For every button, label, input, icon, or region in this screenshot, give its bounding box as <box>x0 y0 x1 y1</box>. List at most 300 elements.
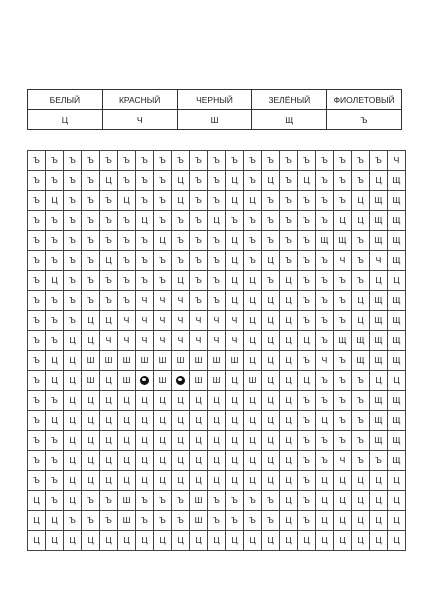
grid-cell: Ц <box>244 451 262 471</box>
grid-cell: Ц <box>352 491 370 511</box>
grid-cell: Щ <box>388 291 406 311</box>
grid-cell: Ц <box>226 191 244 211</box>
grid-cell: Щ <box>388 171 406 191</box>
grid-cell: Ц <box>208 431 226 451</box>
grid-cell: Ъ <box>352 371 370 391</box>
grid-cell: Ъ <box>136 151 154 171</box>
grid-cell: Ц <box>262 451 280 471</box>
grid-cell: Ч <box>154 291 172 311</box>
grid-cell: Ъ <box>28 231 46 251</box>
grid-cell: Ш <box>82 371 100 391</box>
grid-cell: Ъ <box>136 231 154 251</box>
grid-cell: Ъ <box>334 431 352 451</box>
grid-cell: Ъ <box>100 511 118 531</box>
grid-cell: Ъ <box>262 491 280 511</box>
grid-cell: Щ <box>370 411 388 431</box>
grid-cell: Ъ <box>298 191 316 211</box>
grid-cell: Ц <box>136 431 154 451</box>
grid-cell: Ч <box>190 331 208 351</box>
grid-cell: Ъ <box>136 171 154 191</box>
grid-cell: Ц <box>298 171 316 191</box>
grid-cell: Ъ <box>28 211 46 231</box>
grid-cell: Ъ <box>262 511 280 531</box>
grid-cell: Ъ <box>190 211 208 231</box>
grid-cell: Ц <box>370 471 388 491</box>
grid-cell: Ъ <box>100 491 118 511</box>
grid-cell: Ъ <box>154 171 172 191</box>
grid-cell: Ъ <box>82 511 100 531</box>
grid-cell: Ъ <box>82 211 100 231</box>
grid-cell: Ъ <box>172 251 190 271</box>
grid-cell: Ц <box>118 391 136 411</box>
grid-cell: Ц <box>82 451 100 471</box>
grid-cell: Ц <box>244 471 262 491</box>
grid-cell: Ц <box>82 471 100 491</box>
grid-cell: Ъ <box>298 391 316 411</box>
grid-cell: Ъ <box>46 291 64 311</box>
grid-cell: Ч <box>208 331 226 351</box>
grid-cell: Ш <box>226 351 244 371</box>
grid-row <box>28 491 406 511</box>
grid-cell: Ъ <box>154 251 172 271</box>
grid-cell: Ъ <box>46 471 64 491</box>
grid-cell: Щ <box>388 411 406 431</box>
grid-cell: Ъ <box>316 151 334 171</box>
grid-cell: Ъ <box>118 211 136 231</box>
grid-cell: Ц <box>82 411 100 431</box>
grid-row <box>28 291 406 311</box>
grid-cell: Ъ <box>244 511 262 531</box>
grid-cell: Ц <box>244 271 262 291</box>
grid-cell: Ч <box>226 311 244 331</box>
grid-cell: Ъ <box>28 271 46 291</box>
grid-cell: Ц <box>280 291 298 311</box>
grid-cell: Ц <box>262 471 280 491</box>
grid-cell: Ц <box>208 471 226 491</box>
grid-cell: Ц <box>280 451 298 471</box>
grid-cell: Ц <box>208 531 226 551</box>
grid-cell: Ъ <box>190 231 208 251</box>
grid-cell: Ц <box>280 271 298 291</box>
grid-cell: Ц <box>154 531 172 551</box>
grid-cell: Щ <box>370 211 388 231</box>
grid-cell: Ц <box>352 291 370 311</box>
grid-cell: Ъ <box>28 251 46 271</box>
grid-cell: Ъ <box>352 251 370 271</box>
grid-cell: Ъ <box>136 491 154 511</box>
grid-cell: Ц <box>154 471 172 491</box>
grid-cell: Ц <box>262 311 280 331</box>
grid-cell: Ъ <box>46 211 64 231</box>
grid-cell: Ш <box>118 491 136 511</box>
grid-cell: Ъ <box>244 151 262 171</box>
grid-cell: Ц <box>262 351 280 371</box>
grid-cell: Ц <box>64 471 82 491</box>
grid-cell: Ъ <box>352 271 370 291</box>
grid-cell: Ч <box>370 251 388 271</box>
grid-cell: Ц <box>82 331 100 351</box>
grid-cell: Ъ <box>28 411 46 431</box>
grid-cell: Ц <box>100 311 118 331</box>
grid-cell: Ъ <box>82 491 100 511</box>
grid-cell: Ц <box>280 391 298 411</box>
grid-cell: Ц <box>262 431 280 451</box>
grid-cell: Ъ <box>208 291 226 311</box>
eye-bead-cell <box>172 371 190 391</box>
grid-cell: Ъ <box>280 191 298 211</box>
grid-cell: Ъ <box>64 511 82 531</box>
grid-cell: Ц <box>118 531 136 551</box>
grid-cell: Ъ <box>316 391 334 411</box>
grid-row <box>28 211 406 231</box>
grid-cell: Щ <box>388 391 406 411</box>
grid-cell: Ч <box>334 451 352 471</box>
grid-cell: Ъ <box>298 471 316 491</box>
grid-cell: Ъ <box>262 151 280 171</box>
grid-cell: Ц <box>190 471 208 491</box>
grid-cell: Ъ <box>298 451 316 471</box>
grid-cell: Ч <box>100 331 118 351</box>
grid-cell: Ц <box>226 271 244 291</box>
grid-row <box>28 451 406 471</box>
grid-cell: Ц <box>262 331 280 351</box>
grid-cell: Ъ <box>64 271 82 291</box>
grid-cell: Ц <box>154 391 172 411</box>
grid-cell: Ъ <box>46 171 64 191</box>
grid-cell: Ш <box>82 351 100 371</box>
grid-cell: Щ <box>370 311 388 331</box>
color-name-red: КРАСНЫЙ <box>102 90 177 110</box>
grid-cell: Ъ <box>28 471 46 491</box>
eye-bead-cell <box>136 371 154 391</box>
grid-cell: Ч <box>172 311 190 331</box>
grid-cell: Ц <box>352 511 370 531</box>
grid-cell: Щ <box>388 451 406 471</box>
grid-cell: Ъ <box>100 271 118 291</box>
grid-cell: Ъ <box>118 171 136 191</box>
grid-cell: Ъ <box>208 491 226 511</box>
grid-cell: Ц <box>388 471 406 491</box>
grid-cell: Ц <box>334 211 352 231</box>
grid-cell: Ъ <box>316 311 334 331</box>
grid-cell: Ц <box>226 471 244 491</box>
grid-cell: Ц <box>46 371 64 391</box>
grid-cell: Ц <box>100 531 118 551</box>
grid-cell: Ц <box>352 311 370 331</box>
grid-cell: Щ <box>388 191 406 211</box>
grid-cell: Ц <box>226 411 244 431</box>
grid-cell: Ч <box>316 351 334 371</box>
grid-cell: Ц <box>388 371 406 391</box>
grid-cell: Ъ <box>370 151 388 171</box>
color-letter-purple: Ъ <box>327 110 402 130</box>
grid-cell: Ц <box>190 431 208 451</box>
grid-cell: Ц <box>208 391 226 411</box>
grid-cell: Ц <box>226 251 244 271</box>
grid-cell: Ъ <box>226 491 244 511</box>
grid-cell: Ш <box>190 511 208 531</box>
grid-cell: Ц <box>172 391 190 411</box>
grid-cell: Ъ <box>280 211 298 231</box>
grid-cell: Ц <box>316 511 334 531</box>
grid-cell: Ц <box>100 391 118 411</box>
grid-cell: Ц <box>172 171 190 191</box>
grid-cell: Ц <box>370 371 388 391</box>
grid-cell: Ъ <box>190 291 208 311</box>
grid-cell: Щ <box>370 351 388 371</box>
grid-row <box>28 411 406 431</box>
grid-cell: Ъ <box>46 151 64 171</box>
grid-cell: Ъ <box>64 251 82 271</box>
grid-cell: Ц <box>100 171 118 191</box>
grid-cell: Ц <box>82 431 100 451</box>
grid-cell: Ц <box>244 291 262 311</box>
grid-cell: Ц <box>100 411 118 431</box>
grid-cell: Ъ <box>28 291 46 311</box>
grid-cell: Ц <box>226 171 244 191</box>
grid-cell: Ъ <box>316 171 334 191</box>
grid-cell: Ц <box>352 191 370 211</box>
grid-cell: Ц <box>262 391 280 411</box>
grid-cell: Ц <box>280 431 298 451</box>
grid-cell: Ц <box>46 271 64 291</box>
grid-cell: Ъ <box>118 231 136 251</box>
grid-cell: Ъ <box>298 231 316 251</box>
color-name-green: ЗЕЛЁНЫЙ <box>252 90 327 110</box>
grid-cell: Ъ <box>154 191 172 211</box>
grid-cell: Ц <box>226 431 244 451</box>
grid-cell: Ъ <box>298 251 316 271</box>
grid-cell: Ц <box>190 531 208 551</box>
grid-cell: Ц <box>208 451 226 471</box>
grid-cell: Ъ <box>64 231 82 251</box>
grid-cell: Щ <box>334 231 352 251</box>
grid-cell: Ц <box>154 231 172 251</box>
grid-cell: Ц <box>244 391 262 411</box>
grid-row <box>28 331 406 351</box>
grid-cell: Ч <box>334 251 352 271</box>
grid-cell: Ц <box>262 371 280 391</box>
grid-cell: Щ <box>388 211 406 231</box>
color-letter-red: Ч <box>102 110 177 130</box>
color-letter-white: Ц <box>28 110 103 130</box>
grid-cell: Ш <box>154 351 172 371</box>
grid-cell: Ц <box>316 411 334 431</box>
grid-cell: Ш <box>190 371 208 391</box>
grid-cell: Ц <box>64 491 82 511</box>
color-letter-green: Щ <box>252 110 327 130</box>
grid-cell: Ц <box>82 311 100 331</box>
grid-cell: Ц <box>118 471 136 491</box>
grid-cell: Ц <box>370 491 388 511</box>
grid-cell: Ъ <box>28 171 46 191</box>
grid-cell: Ц <box>208 411 226 431</box>
grid-cell: Ц <box>280 471 298 491</box>
grid-row <box>28 311 406 331</box>
grid-cell: Ъ <box>46 251 64 271</box>
grid-cell: Ц <box>316 471 334 491</box>
grid-cell: Ъ <box>298 351 316 371</box>
grid-cell: Щ <box>316 231 334 251</box>
grid-cell: Ч <box>136 291 154 311</box>
grid-cell: Ъ <box>100 151 118 171</box>
grid-cell: Ц <box>388 491 406 511</box>
grid-cell: Ъ <box>244 171 262 191</box>
grid-cell: Щ <box>352 331 370 351</box>
grid-cell: Ш <box>100 351 118 371</box>
grid-cell: Щ <box>388 231 406 251</box>
grid-cell: Ъ <box>280 231 298 251</box>
grid-cell: Ъ <box>334 271 352 291</box>
grid-cell: Ц <box>136 411 154 431</box>
grid-cell: Ц <box>262 291 280 311</box>
grid-cell: Ъ <box>334 411 352 431</box>
grid-cell: Ъ <box>100 231 118 251</box>
grid-cell: Ц <box>226 451 244 471</box>
grid-cell: Ч <box>388 151 406 171</box>
grid-cell: Ц <box>280 491 298 511</box>
grid-cell: Ц <box>118 431 136 451</box>
grid-cell: Ц <box>100 471 118 491</box>
grid-row <box>28 511 406 531</box>
color-name-white: БЕЛЫЙ <box>28 90 103 110</box>
grid-cell: Ш <box>190 491 208 511</box>
grid-cell: Ц <box>100 371 118 391</box>
grid-cell: Ц <box>388 511 406 531</box>
grid-cell: Ъ <box>100 211 118 231</box>
grid-cell: Ъ <box>46 311 64 331</box>
grid-cell: Ъ <box>208 271 226 291</box>
grid-cell: Ц <box>280 511 298 531</box>
grid-cell: Ъ <box>46 451 64 471</box>
grid-cell: Ъ <box>244 231 262 251</box>
grid-cell: Ъ <box>298 311 316 331</box>
grid-cell: Ч <box>154 311 172 331</box>
grid-cell: Ц <box>64 451 82 471</box>
grid-cell: Ц <box>352 471 370 491</box>
grid-cell: Ц <box>154 451 172 471</box>
grid-cell: Ц <box>370 511 388 531</box>
grid-cell: Ъ <box>298 291 316 311</box>
grid-cell: Ц <box>352 531 370 551</box>
grid-cell: Ъ <box>46 391 64 411</box>
grid-cell: Ъ <box>172 231 190 251</box>
grid-cell: Ш <box>154 371 172 391</box>
grid-cell: Ц <box>244 331 262 351</box>
grid-cell: Ц <box>280 531 298 551</box>
grid-cell: Щ <box>370 431 388 451</box>
grid-cell: Ц <box>298 331 316 351</box>
grid-cell: Ъ <box>190 251 208 271</box>
grid-cell: Ъ <box>28 391 46 411</box>
grid-cell: Ъ <box>64 151 82 171</box>
grid-cell: Ц <box>172 411 190 431</box>
grid-cell: Ъ <box>28 451 46 471</box>
grid-row <box>28 431 406 451</box>
grid-cell: Ч <box>172 291 190 311</box>
grid-cell: Ц <box>226 231 244 251</box>
grid-cell: Ъ <box>154 511 172 531</box>
grid-cell: Ц <box>172 191 190 211</box>
grid-cell: Ч <box>226 331 244 351</box>
color-name-black: ЧЕРНЫЙ <box>177 90 252 110</box>
grid-cell: Ш <box>190 351 208 371</box>
grid-cell: Ъ <box>352 431 370 451</box>
grid-cell: Ъ <box>262 271 280 291</box>
grid-cell: Ц <box>262 171 280 191</box>
grid-cell: Ъ <box>316 211 334 231</box>
grid-cell: Ч <box>136 311 154 331</box>
grid-cell: Ъ <box>352 411 370 431</box>
grid-cell: Ъ <box>316 371 334 391</box>
grid-cell: Ъ <box>208 231 226 251</box>
grid-cell: Ъ <box>298 271 316 291</box>
grid-cell: Ъ <box>82 271 100 291</box>
grid-cell: Ц <box>244 431 262 451</box>
grid-cell: Ъ <box>28 351 46 371</box>
grid-cell: Ц <box>262 531 280 551</box>
grid-cell: Ц <box>190 451 208 471</box>
grid-cell: Ц <box>226 391 244 411</box>
grid-cell: Ъ <box>28 191 46 211</box>
grid-cell: Ш <box>208 351 226 371</box>
grid-cell: Ъ <box>82 291 100 311</box>
grid-cell: Ъ <box>64 191 82 211</box>
grid-cell: Ш <box>118 351 136 371</box>
grid-cell: Ъ <box>154 151 172 171</box>
grid-cell: Ц <box>226 531 244 551</box>
grid-cell: Ц <box>244 351 262 371</box>
grid-cell: Ц <box>100 451 118 471</box>
grid-cell: Ъ <box>334 311 352 331</box>
grid-cell: Ъ <box>334 391 352 411</box>
grid-cell: Ъ <box>298 411 316 431</box>
grid-row <box>28 151 406 171</box>
grid-cell: Ц <box>172 451 190 471</box>
grid-cell: Ц <box>28 531 46 551</box>
grid-cell: Ъ <box>262 231 280 251</box>
grid-cell: Ъ <box>370 451 388 471</box>
grid-cell: Щ <box>334 331 352 351</box>
grid-cell: Ц <box>82 391 100 411</box>
grid-cell: Ъ <box>100 291 118 311</box>
grid-cell: Ц <box>28 511 46 531</box>
grid-cell: Ш <box>136 351 154 371</box>
grid-cell: Щ <box>388 331 406 351</box>
grid-cell: Ъ <box>316 431 334 451</box>
grid-cell: Ъ <box>334 291 352 311</box>
grid-cell: Ц <box>190 411 208 431</box>
grid-cell: Ъ <box>298 211 316 231</box>
grid-cell: Ъ <box>352 451 370 471</box>
grid-cell: Ъ <box>352 231 370 251</box>
grid-cell: Ц <box>334 471 352 491</box>
grid-cell: Ц <box>244 531 262 551</box>
grid-cell: Ъ <box>208 151 226 171</box>
grid-cell: Щ <box>352 351 370 371</box>
grid-cell: Ъ <box>298 491 316 511</box>
grid-cell: Ц <box>334 491 352 511</box>
grid-cell: Ц <box>136 451 154 471</box>
grid-cell: Ъ <box>28 431 46 451</box>
grid-cell: Ъ <box>334 191 352 211</box>
grid-cell: Ц <box>370 531 388 551</box>
grid-cell: Ъ <box>118 151 136 171</box>
grid-cell: Ц <box>118 191 136 211</box>
grid-cell: Ц <box>280 371 298 391</box>
grid-cell: Ц <box>172 471 190 491</box>
grid-cell: Ъ <box>244 251 262 271</box>
